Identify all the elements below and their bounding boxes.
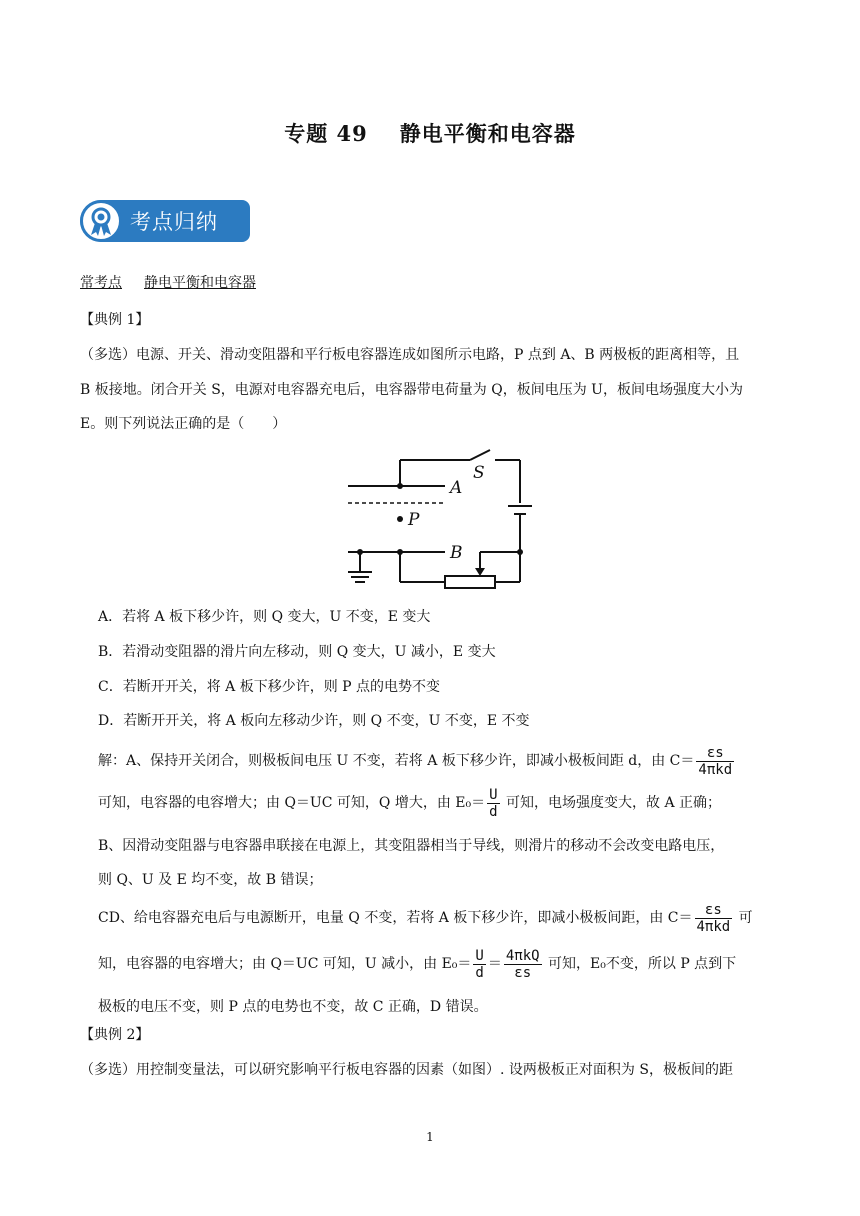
solution-b-line-2: 则 Q、U 及 E 均不变，故 B 错误； <box>98 872 323 888</box>
title-topic-number: 专题 49 <box>284 121 368 146</box>
section-badge <box>80 200 250 242</box>
solution-cd-line-2: 知，电容器的电容增大；由 Q＝UC 可知，U 减小，由 E₀＝ $\frac{U}{d}$ ＝ $\frac{\text{4πkQ}}{\varepsilon s}$ 可知，E₀不变，所以 P 点到下 <box>98 947 737 981</box>
option-a: A．若将 A 板下移少许，则 Q 变大，U 不变，E 变大 <box>98 609 431 625</box>
example-2-question-line-1: （多选）用控制变量法，可以研究影响平行板电容器的因素（如图）. 设两极板正对面积为 S，极板间的距 <box>80 1062 733 1078</box>
switch-s <box>470 450 490 460</box>
example-1-question-line-2: B 板接地。闭合开关 S，电源对电容器充电后，电容器带电荷量为 Q，板间电压为 U，板间电场强度大小为 <box>80 382 743 398</box>
circuit-diagram <box>340 448 540 593</box>
formula-field-ud-2: $\frac{U}{d}$ <box>475 947 484 981</box>
solution-cd-line-1: CD、给电容器充电后与电源断开，电量 Q 不变，若将 A 板下移少许，即减小极板间距，由 C＝ $\frac{\varepsilon s}{\text{4πkd}}$ 可 <box>98 901 753 935</box>
formula-capacitance-2: $\frac{\varepsilon s}{\text{4πkd}}$ <box>696 901 731 935</box>
title-topic-name: 静电平衡和电容器 <box>399 121 576 146</box>
option-b: B．若滑动变阻器的滑片向左移动，则 Q 变大，U 减小，E 变大 <box>98 644 496 660</box>
rheostat <box>445 576 495 588</box>
point-p <box>397 516 403 522</box>
example-2-heading: 【典例 2】 <box>80 1027 150 1043</box>
solution-line-1: 解：A、保持开关闭合，则极板间电压 U 不变，若将 A 板下移少许，即减小极板间距 d，由 C＝ $\frac{\varepsilon s}{\text{4πkd}}$ <box>98 744 733 778</box>
formula-capacitance: $\frac{\varepsilon s}{\text{4πkd}}$ <box>698 744 733 778</box>
formula-field-ud: $\frac{U}{d}$ <box>489 786 498 820</box>
label-b: B <box>450 543 463 563</box>
section-label: 常考点 <box>80 275 122 291</box>
badge-label: 考点归纳 <box>130 210 218 234</box>
label-s: S <box>473 463 485 483</box>
solution-b-line-1: B、因滑动变阻器与电容器串联接在电源上，其变阻器相当于导线，则滑片的移动不会改变电路电压， <box>98 838 725 854</box>
award-ribbon-icon <box>80 200 122 242</box>
option-c: C．若断开开关，将 A 板下移少许，则 P 点的电势不变 <box>98 679 441 695</box>
label-a: A <box>450 478 463 498</box>
label-p: P <box>408 510 420 530</box>
solution-line-2: 可知，电容器的电容增大；由 Q＝UC 可知，Q 增大，由 E₀＝ $\frac{U}{d}$ 可知，电场强度变大，故 A 正确； <box>98 786 722 820</box>
example-1-heading: 【典例 1】 <box>80 312 150 328</box>
section-heading <box>80 273 256 293</box>
formula-field-4pikq: $\frac{\text{4πkQ}}{\varepsilon s}$ <box>505 947 540 981</box>
solution-cd-line-3: 极板的电压不变，则 P 点的电势也不变，故 C 正确，D 错误。 <box>98 999 488 1015</box>
example-1-question-line-3: E。则下列说法正确的是（ ） <box>80 416 287 432</box>
example-1-question-line-1: （多选）电源、开关、滑动变阻器和平行板电容器连成如图所示电路，P 点到 A、B 两极板的距离相等，且 <box>80 347 740 363</box>
page-number: 1 <box>426 1130 434 1144</box>
section-topic: 静电平衡和电容器 <box>144 275 256 291</box>
page-title <box>0 118 860 148</box>
option-d: D．若断开开关，将 A 板向左移动少许，则 Q 不变，U 不变，E 不变 <box>98 713 530 729</box>
